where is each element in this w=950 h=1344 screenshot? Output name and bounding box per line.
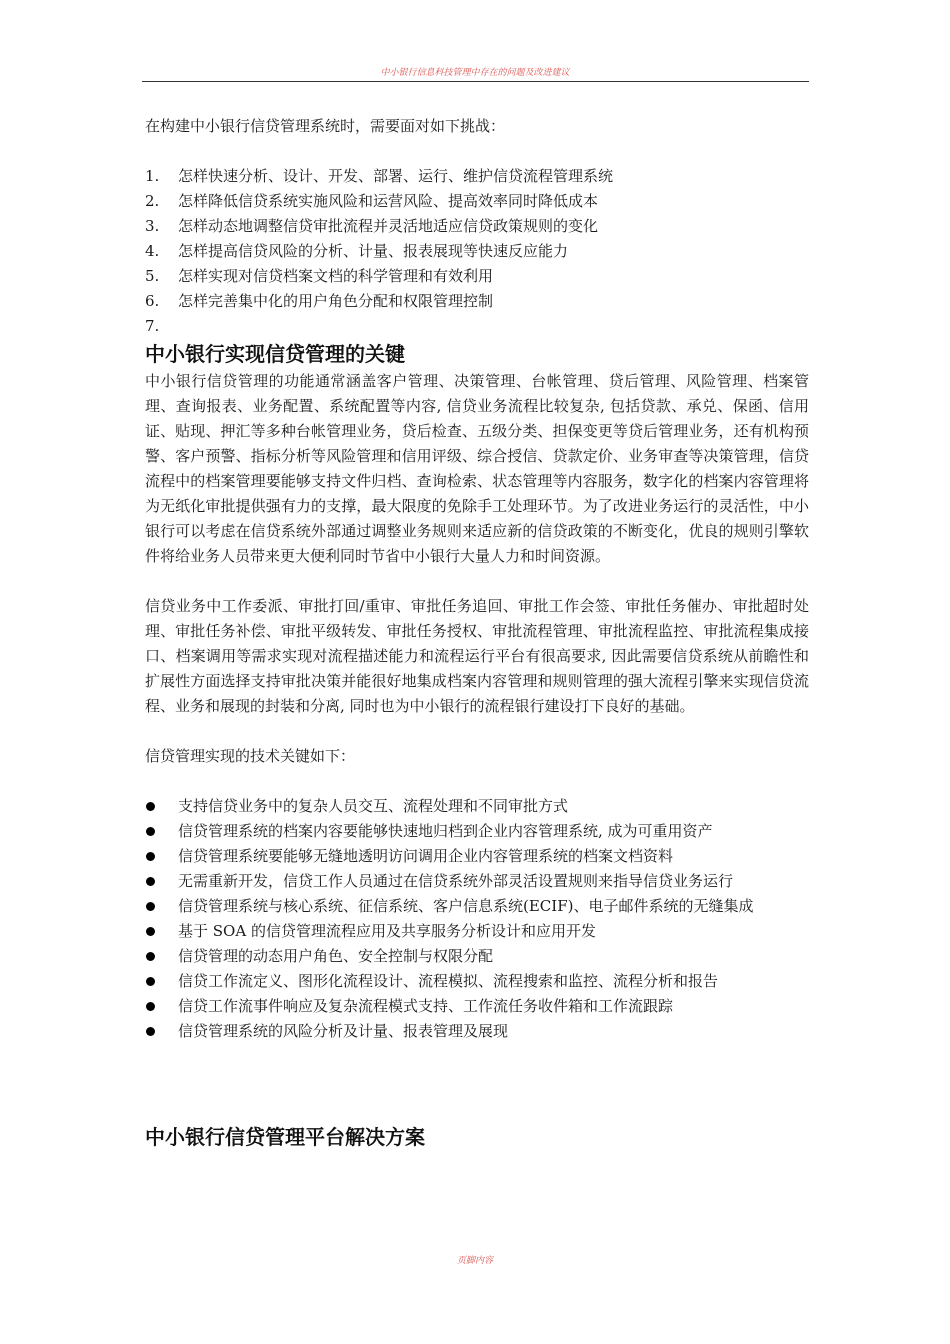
challenge-list [145, 164, 809, 339]
bullet-text: 信贷管理的动态用户角色、安全控制与权限分配 [178, 947, 494, 965]
list-text: 怎样实现对信贷档案文档的科学管理和有效利用 [178, 267, 494, 285]
list-number: 3. [145, 217, 160, 235]
list-item [145, 289, 809, 314]
list-number: 4. [145, 242, 160, 260]
list-text: 怎样完善集中化的用户角色分配和权限管理控制 [178, 292, 494, 310]
bullet-icon [146, 1002, 155, 1011]
page-footer: 页脚内容 [456, 1256, 493, 1266]
key-points-list [145, 794, 809, 1044]
list-text: 怎样快速分析、设计、开发、部署、运行、维护信贷流程管理系统 [178, 167, 614, 185]
bullet-text: 信贷工作流事件响应及复杂流程模式支持、工作流任务收件箱和工作流跟踪 [178, 997, 674, 1015]
bullet-icon [146, 952, 155, 961]
list-item [145, 214, 809, 239]
bullet-icon [146, 977, 155, 986]
list-text: 怎样动态地调整信贷审批流程并灵活地适应信贷政策规则的变化 [178, 217, 599, 235]
bullet-item [145, 894, 809, 919]
list-number: 7. [145, 317, 160, 335]
bullet-text: 信贷管理系统与核心系统、征信系统、客户信息系统(ECIF)、电子邮件系统的无缝集成 [178, 897, 754, 915]
bullet-text: 信贷工作流定义、图形化流程设计、流程模拟、流程搜索和监控、流程分析和报告 [178, 972, 719, 990]
bullet-item [145, 919, 809, 944]
spacer [145, 139, 809, 164]
list-number: 5. [145, 267, 160, 285]
bullet-text: 基于 SOA 的信贷管理流程应用及共享服务分析设计和应用开发 [178, 922, 596, 940]
bullet-text: 支持信贷业务中的复杂人员交互、流程处理和不同审批方式 [178, 797, 569, 815]
bullet-icon [146, 827, 155, 836]
list-item [145, 189, 809, 214]
list-number: 2. [145, 192, 160, 210]
page-header: 中小银行信息科技管理中存在的问题及改进建议 [380, 68, 570, 78]
section-heading: 中小银行实现信贷管理的关键 [145, 342, 405, 366]
bullet-text: 信贷管理系统要能够无缝地透明访问调用企业内容管理系统的档案文档资料 [178, 847, 674, 865]
list-item [145, 314, 809, 339]
body-paragraph: 信贷管理实现的技术关键如下： [145, 747, 356, 765]
header-divider [142, 81, 809, 82]
bullet-icon [146, 877, 155, 886]
bullet-text: 信贷管理系统的档案内容要能够快速地归档到企业内容管理系统, 成为可重用资产 [178, 822, 713, 840]
bullet-item [145, 1019, 809, 1044]
bullet-text: 无需重新开发，信贷工作人员通过在信贷系统外部灵活设置规则来指导信贷业务运行 [178, 872, 734, 890]
bullet-icon [146, 927, 155, 936]
body-paragraph: 信贷业务中工作委派、审批打回/重审、审批任务追回、审批工作会签、审批任务催办、审批超时处理、审批任务补偿、审批平级转发、审批任务授权、审批流程管理、审批流程监控、审批流程集成接口、档案调用等需求实现对流程描述能力和流程运行平台有很高要求, 因此需要信贷系统从前瞻性和扩展性方面选择支持审批决策并能很好地集成档案内容管理和规则管理的强大流程引擎来实现信贷流程、业务和展现的封装和分离, 同时也为中小银行的流程银行建设打下良好的基础。 [145, 597, 809, 715]
bullet-item [145, 944, 809, 969]
list-item [145, 264, 809, 289]
list-item [145, 239, 809, 264]
spacer [145, 769, 809, 794]
page-content [145, 114, 809, 1152]
spacer [145, 1044, 809, 1122]
bullet-icon [146, 902, 155, 911]
body-paragraph: 中小银行信贷管理的功能通常涵盖客户管理、决策管理、台帐管理、贷后管理、风险管理、档案管理、查询报表、业务配置、系统配置等内容, 信贷业务流程比较复杂, 包括贷款、承兑、保函、信用证、贴现、押汇等多种台帐管理业务，贷后检查、五级分类、担保变更等贷后管理业务，还有机构预警、客户预警、指标分析等风险管理和信用评级、综合授信、贷款定价、业务审查等决策管理，信贷流程中的档案管理要能够支持文件归档、查询检索、状态管理等内容服务，数字化的档案内容管理将为无纸化审批提供强有力的支撑，最大限度的免除手工处理环节。为了改进业务运行的灵活性，中小银行可以考虑在信贷系统外部通过调整业务规则来适应新的信贷政策的不断变化，优良的规则引擎软件将给业务人员带来更大便利同时节省中小银行大量人力和时间资源。 [145, 372, 809, 565]
bullet-icon [146, 1027, 155, 1036]
bullet-item [145, 994, 809, 1019]
spacer [145, 569, 809, 594]
intro-paragraph: 在构建中小银行信贷管理系统时，需要面对如下挑战： [145, 117, 506, 135]
list-text: 怎样提高信贷风险的分析、计量、报表展现等快速反应能力 [178, 242, 569, 260]
bullet-text: 信贷管理系统的风险分析及计量、报表管理及展现 [178, 1022, 509, 1040]
list-item [145, 164, 809, 189]
bullet-icon [146, 802, 155, 811]
spacer [145, 719, 809, 744]
bullet-icon [146, 852, 155, 861]
bullet-item [145, 819, 809, 844]
list-number: 6. [145, 292, 160, 310]
list-text: 怎样降低信贷系统实施风险和运营风险、提高效率同时降低成本 [178, 192, 599, 210]
bullet-item [145, 969, 809, 994]
bullet-item [145, 869, 809, 894]
bullet-item [145, 794, 809, 819]
section-heading: 中小银行信贷管理平台解决方案 [145, 1125, 425, 1149]
list-number: 1. [145, 167, 160, 185]
bullet-item [145, 844, 809, 869]
